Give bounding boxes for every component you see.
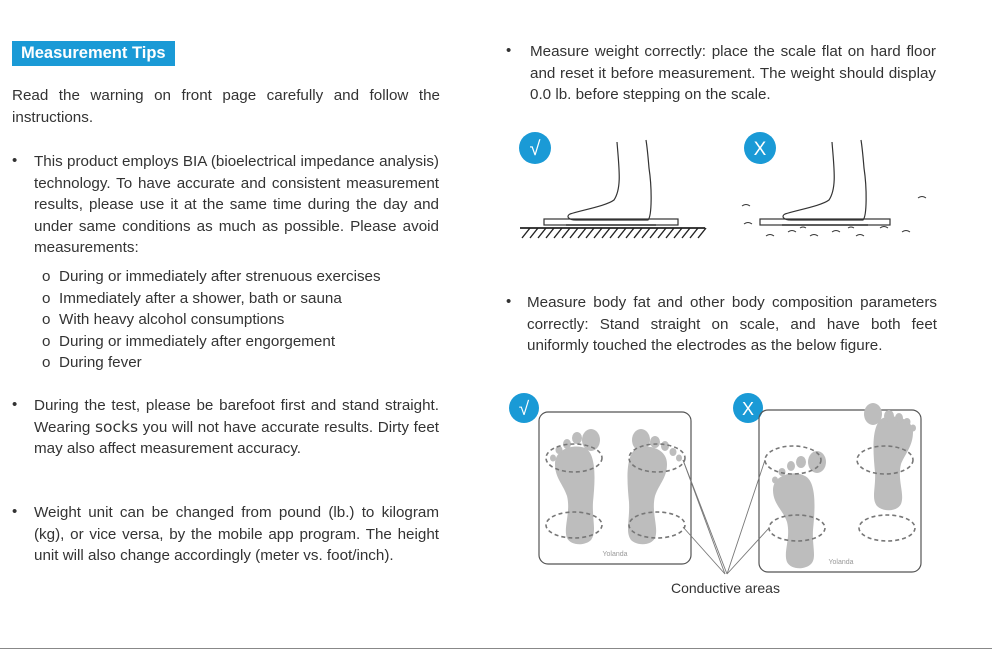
feet-incorrect (772, 403, 916, 568)
sub-marker: o (42, 354, 51, 372)
bullet-marker: • (12, 396, 18, 413)
bullet-bia: This product employs BIA (bioelectrical impedance analysis) technology. To have accurate and consistent measurement results, please use it at the same time during the day and under same conditions as much as possible. Please avoid measurements: (34, 153, 439, 257)
sub-marker: o (42, 332, 51, 350)
bullet-body-fat: Measure body fat and other body composition parameters correctly: Stand straight on scale, and have both feet uniformly touched the electrodes as the below figure. (527, 294, 937, 355)
sub-item: o During or immediately after strenuous exercises (42, 266, 381, 288)
intro-text: Read the warning on front page carefully and follow the instructions. (12, 87, 440, 126)
check-icon: √ (518, 399, 530, 420)
scale-placement-figure (510, 128, 930, 246)
sub-item: o During fever (42, 352, 381, 374)
scale-brand: Yolanda (828, 559, 854, 566)
bullet-marker: • (506, 42, 512, 59)
check-icon: √ (529, 138, 541, 160)
bullet-marker: • (12, 152, 18, 169)
bullet-weight: Measure weight correctly: place the scale flat on hard floor and reset it before measurement. The weight should display 0.0 lb. before stepping on the scale. (530, 43, 936, 104)
cross-icon: X (741, 399, 755, 419)
socks-word: socks (94, 417, 139, 436)
correct-placement (519, 132, 706, 238)
feet-correct (550, 429, 682, 544)
bullet-barefoot: During the test, please be barefoot first and stand straight. Wearing socks you will not have accurate results. Dirty feet may also affect measurement accuracy. (34, 397, 439, 458)
sub-marker: o (42, 311, 51, 329)
foot-placement-figure (505, 392, 930, 582)
bullet-marker: • (12, 503, 18, 520)
incorrect-placement (742, 132, 926, 236)
sub-marker: o (42, 289, 51, 307)
caption-leader-lines (683, 460, 769, 574)
cross-icon: X (753, 139, 767, 160)
scale-brand: Yolanda (602, 551, 628, 558)
sub-item: o With heavy alcohol consumptions (42, 309, 381, 331)
sub-item: o During or immediately after engorgement (42, 331, 381, 353)
sub-marker: o (42, 268, 51, 285)
sub-item: o Immediately after a shower, bath or sauna (42, 288, 381, 310)
bullet-units: Weight unit can be changed from pound (lb.) to kilogram (kg), or vice versa, by the mobile app program. The height unit will also change accordingly (meter vs. foot/inch). (34, 504, 439, 565)
bullet-marker: • (506, 293, 512, 310)
bottom-divider (0, 648, 992, 649)
scale-correct (539, 412, 691, 564)
figure-caption: Conductive areas (671, 580, 780, 596)
section-heading: Measurement Tips (12, 41, 175, 66)
sub-list (42, 266, 381, 374)
